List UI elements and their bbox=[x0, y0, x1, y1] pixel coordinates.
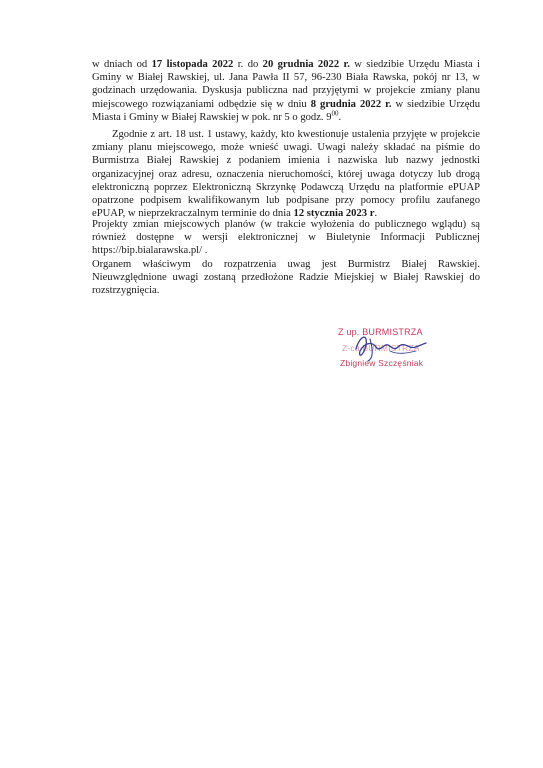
stamp-line-1: Z up. BURMISTRZA bbox=[338, 327, 423, 337]
text-segment: . bbox=[338, 111, 342, 123]
date-from: 17 listopada 2022 bbox=[151, 59, 238, 70]
discussion-date: 8 grudnia 2022 r. bbox=[310, 98, 392, 110]
stamp-name: Zbigniew Szczęśniak bbox=[340, 358, 424, 368]
text-segment: Zgodnie z art. 18 ust. 1 ustawy, każdy, kto kwestionuje ustalenia przyjęte w projekcie zmiany planu miejscowego, może wnieść uwagi. Uwagi należy składać na piśmie do Burmistrza Białej Rawskiej z podaniem imienia i nazwiska lub nazwy jednostki organizacyjnej oraz adresu, oznaczenia nieruchomości, której uwaga dotyczy lub drogą elektroniczną poprzez Elektroniczną Skrzynkę Podawczą Urzędu na platformie ePUAP opatrzone podpisem kwalifikowanym lub podpisane przy pomocy profilu zaufanego ePUAP, w nieprzekraczalnym terminie do dnia bbox=[92, 129, 480, 220]
text-segment: w siedzibie Urzędu Miasta i Gminy w Białej Rawskiej w pok. nr 5 o godz. 9 bbox=[92, 98, 480, 123]
text-segment: w siedzibie Urzędu Miasta i Gminy w Białej Rawskiej, ul. Jana Pawła II 57, 96-230 Biała Rawska, pokój nr 13, w godzinach urzędowania. Dyskusja publiczna nad przyjętymi w projekcie zmiany planu miejscowego rozwiązaniami odbędzie się w dniu bbox=[92, 59, 480, 110]
deadline-date: 12 stycznia 2023 r bbox=[293, 208, 375, 220]
signature-stamp bbox=[318, 325, 448, 375]
notice-paragraph-3 bbox=[92, 218, 480, 258]
date-to: 20 grudnia 2022 r. bbox=[262, 59, 350, 70]
time-superscript: 00 bbox=[331, 109, 339, 118]
notice-paragraph-2 bbox=[92, 128, 480, 220]
stamp-line-2: Z-ca BURMISTRZA bbox=[342, 343, 420, 353]
notice-paragraph-1 bbox=[92, 58, 480, 124]
text-segment: . bbox=[374, 208, 378, 220]
text-segment: r. do bbox=[237, 59, 263, 70]
notice-paragraph-4 bbox=[92, 258, 480, 298]
text-segment: w dniach od bbox=[92, 59, 152, 70]
authority-info-text: Organem właściwym do rozpatrzenia uwag jest Burmistrz Białej Rawskiej. Nieuwzględnione uwagi zostaną przedłożone Radzie Miejskiej w Białej Rawskiej do rozstrzygnięcia. bbox=[92, 259, 480, 297]
handwritten-signature bbox=[350, 329, 430, 363]
bip-info-text: Projekty zmian miejscowych planów (w trakcie wyłożenia do publicznego wglądu) są również dostępne w wersji elektronicznej w Biuletynie Informacji Publicznej https://bip.bialarawska.pl/ . bbox=[92, 219, 480, 257]
